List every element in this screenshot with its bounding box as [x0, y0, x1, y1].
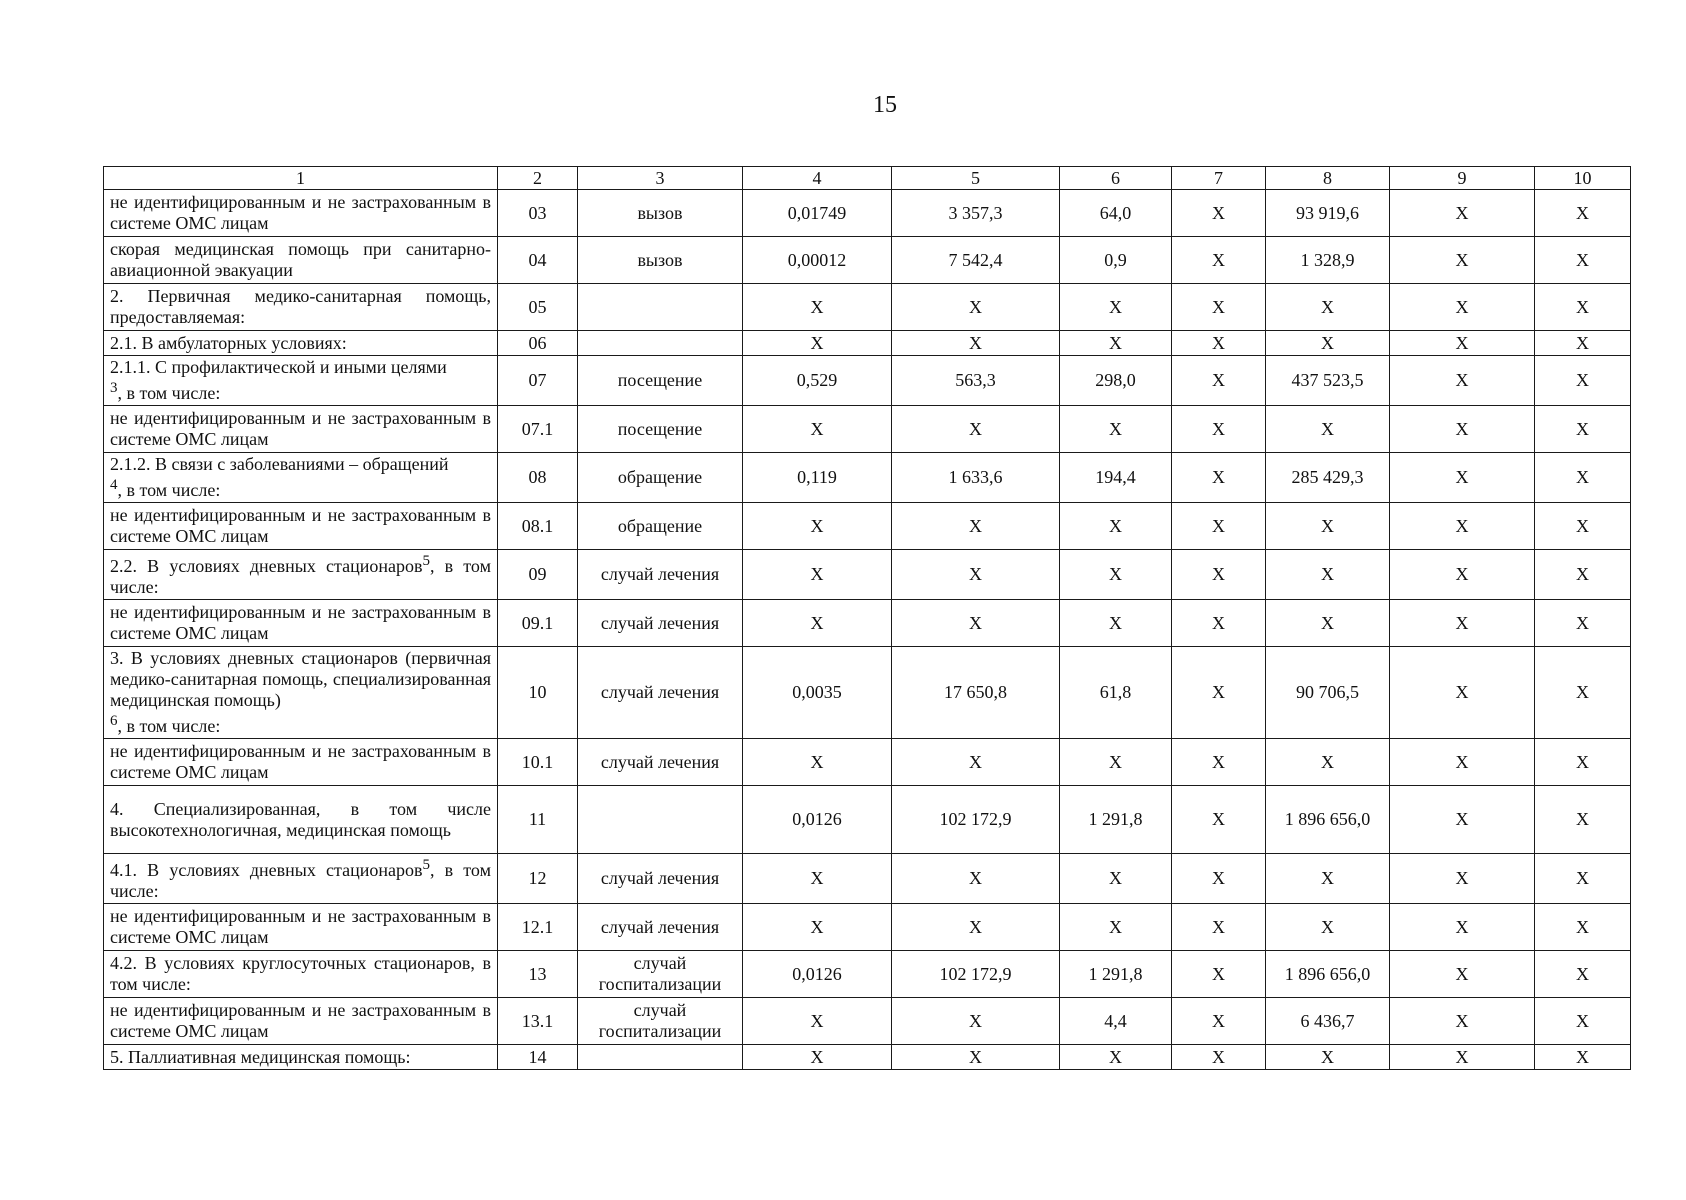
cell-col7: X [1172, 998, 1266, 1045]
cell-col7: X [1172, 503, 1266, 550]
table-row [104, 406, 1631, 453]
cell-col5: X [892, 998, 1060, 1045]
cell-col6: X [1060, 550, 1172, 600]
table-row [104, 190, 1631, 237]
row-unit: посещение [578, 406, 743, 453]
cell-col9: X [1390, 951, 1535, 998]
cell-col10: X [1535, 854, 1631, 904]
column-header: 5 [892, 167, 1060, 190]
cell-col9: X [1390, 739, 1535, 786]
cell-col7: X [1172, 284, 1266, 331]
cell-col6: 4,4 [1060, 998, 1172, 1045]
cell-col4: X [743, 331, 892, 356]
cell-col6: 298,0 [1060, 356, 1172, 406]
row-code: 09 [498, 550, 578, 600]
cell-col7: X [1172, 453, 1266, 503]
cell-col4: 0,0126 [743, 951, 892, 998]
row-name: не идентифицированным и не застрахованным в системе ОМС лицам [104, 503, 498, 550]
cell-col9: X [1390, 453, 1535, 503]
column-header: 3 [578, 167, 743, 190]
cell-col5: 1 633,6 [892, 453, 1060, 503]
cell-col4: 0,119 [743, 453, 892, 503]
cell-col7: X [1172, 739, 1266, 786]
row-name: не идентифицированным и не застрахованным в системе ОМС лицам [104, 406, 498, 453]
cell-col10: X [1535, 998, 1631, 1045]
row-name [104, 550, 498, 600]
row-code: 10.1 [498, 739, 578, 786]
table-row [104, 284, 1631, 331]
cell-col7: X [1172, 356, 1266, 406]
row-name [104, 453, 498, 503]
cell-col7: X [1172, 1045, 1266, 1070]
cell-col8: X [1266, 854, 1390, 904]
cell-col9: X [1390, 406, 1535, 453]
cell-col7: X [1172, 331, 1266, 356]
row-name: 2.1. В амбулаторных условиях: [104, 331, 498, 356]
cell-col5: 3 357,3 [892, 190, 1060, 237]
cell-col5: X [892, 406, 1060, 453]
cell-col8: X [1266, 600, 1390, 647]
row-name: 4.2. В условиях круглосуточных стационаров, в том числе: [104, 951, 498, 998]
cell-col7: X [1172, 550, 1266, 600]
cell-col5: X [892, 503, 1060, 550]
cell-col10: X [1535, 904, 1631, 951]
cell-col5: X [892, 284, 1060, 331]
cell-col8: 1 896 656,0 [1266, 786, 1390, 854]
table-row [104, 600, 1631, 647]
cell-col7: X [1172, 647, 1266, 739]
cell-col9: X [1390, 786, 1535, 854]
table-row [104, 739, 1631, 786]
column-header: 8 [1266, 167, 1390, 190]
cell-col5: 7 542,4 [892, 237, 1060, 284]
cell-col9: X [1390, 550, 1535, 600]
cell-col8: 285 429,3 [1266, 453, 1390, 503]
cell-col5: 17 650,8 [892, 647, 1060, 739]
footnote-ref: 6 [110, 713, 118, 729]
row-name-suffix: , в том числе: [117, 480, 221, 500]
row-code: 07 [498, 356, 578, 406]
cell-col4: X [743, 854, 892, 904]
row-name [104, 854, 498, 904]
cell-col5: 563,3 [892, 356, 1060, 406]
footnote-ref: 5 [422, 553, 430, 569]
cell-col4: X [743, 284, 892, 331]
cell-col8: 1 896 656,0 [1266, 951, 1390, 998]
row-name-suffix: , в том числе: [110, 860, 491, 901]
cell-col8: 1 328,9 [1266, 237, 1390, 284]
cell-col10: X [1535, 1045, 1631, 1070]
column-header: 7 [1172, 167, 1266, 190]
cell-col4: X [743, 406, 892, 453]
row-unit [578, 284, 743, 331]
cell-col5: X [892, 854, 1060, 904]
row-name-suffix: , в том числе: [117, 383, 221, 403]
row-unit: случай лечения [578, 647, 743, 739]
table-row [104, 503, 1631, 550]
row-name: 5. Паллиативная медицинская помощь: [104, 1045, 498, 1070]
cell-col10: X [1535, 600, 1631, 647]
cell-col4: X [743, 600, 892, 647]
row-code: 08.1 [498, 503, 578, 550]
cell-col7: X [1172, 951, 1266, 998]
cell-col8: X [1266, 1045, 1390, 1070]
table-row [104, 854, 1631, 904]
row-unit: случай лечения [578, 550, 743, 600]
column-header: 6 [1060, 167, 1172, 190]
cell-col10: X [1535, 406, 1631, 453]
table-row [104, 1045, 1631, 1070]
row-code: 08 [498, 453, 578, 503]
cell-col10: X [1535, 550, 1631, 600]
cell-col10: X [1535, 951, 1631, 998]
cell-col8: X [1266, 550, 1390, 600]
cell-col6: 194,4 [1060, 453, 1172, 503]
row-name [104, 356, 498, 406]
row-name: не идентифицированным и не застрахованным в системе ОМС лицам [104, 600, 498, 647]
cell-col5: 102 172,9 [892, 951, 1060, 998]
cell-col9: X [1390, 998, 1535, 1045]
row-name: не идентифицированным и не застрахованным в системе ОМС лицам [104, 904, 498, 951]
cell-col5: X [892, 904, 1060, 951]
cell-col4: X [743, 1045, 892, 1070]
table-row [104, 647, 1631, 739]
cell-col10: X [1535, 647, 1631, 739]
cell-col7: X [1172, 600, 1266, 647]
row-code: 13 [498, 951, 578, 998]
row-code: 11 [498, 786, 578, 854]
row-code: 12 [498, 854, 578, 904]
cell-col9: X [1390, 904, 1535, 951]
row-code: 12.1 [498, 904, 578, 951]
row-code: 09.1 [498, 600, 578, 647]
column-header: 4 [743, 167, 892, 190]
row-name [104, 647, 498, 739]
cell-col9: X [1390, 854, 1535, 904]
row-name: не идентифицированным и не застрахованным в системе ОМС лицам [104, 739, 498, 786]
cell-col9: X [1390, 190, 1535, 237]
cell-col4: 0,529 [743, 356, 892, 406]
cell-col9: X [1390, 356, 1535, 406]
cell-col4: 0,0035 [743, 647, 892, 739]
cell-col6: 1 291,8 [1060, 951, 1172, 998]
cell-col8: 93 919,6 [1266, 190, 1390, 237]
cell-col9: X [1390, 284, 1535, 331]
cell-col8: X [1266, 904, 1390, 951]
column-header: 1 [104, 167, 498, 190]
column-header: 10 [1535, 167, 1631, 190]
table-row [104, 453, 1631, 503]
cell-col5: X [892, 739, 1060, 786]
cell-col6: 61,8 [1060, 647, 1172, 739]
cell-col6: 0,9 [1060, 237, 1172, 284]
row-code: 13.1 [498, 998, 578, 1045]
cell-col4: X [743, 550, 892, 600]
cell-col4: X [743, 739, 892, 786]
table-row [104, 237, 1631, 284]
table-row [104, 331, 1631, 356]
row-name-text: 2.1.1. С профилактической и иными целями [110, 357, 447, 377]
cell-col6: X [1060, 739, 1172, 786]
cell-col8: 437 523,5 [1266, 356, 1390, 406]
row-code: 07.1 [498, 406, 578, 453]
row-name-text: 2.2. В условиях дневных стационаров [110, 556, 423, 576]
cell-col5: X [892, 331, 1060, 356]
cell-col8: 6 436,7 [1266, 998, 1390, 1045]
table-row [104, 356, 1631, 406]
table-header-row [104, 167, 1631, 190]
data-table [103, 166, 1631, 1070]
row-unit [578, 331, 743, 356]
cell-col8: X [1266, 406, 1390, 453]
cell-col6: X [1060, 600, 1172, 647]
page-number: 15 [873, 92, 897, 118]
row-unit: случай лечения [578, 600, 743, 647]
table-row [104, 904, 1631, 951]
footnote-ref: 3 [110, 380, 118, 396]
cell-col6: 64,0 [1060, 190, 1172, 237]
row-unit: случай лечения [578, 904, 743, 951]
row-code: 03 [498, 190, 578, 237]
cell-col8: X [1266, 284, 1390, 331]
cell-col6: 1 291,8 [1060, 786, 1172, 854]
footnote-ref: 4 [110, 477, 118, 493]
cell-col4: 0,0126 [743, 786, 892, 854]
cell-col8: X [1266, 331, 1390, 356]
cell-col5: X [892, 550, 1060, 600]
table-row [104, 951, 1631, 998]
table-row [104, 550, 1631, 600]
cell-col5: X [892, 600, 1060, 647]
column-header: 2 [498, 167, 578, 190]
cell-col4: X [743, 503, 892, 550]
row-unit: случай госпитализации [578, 951, 743, 998]
cell-col10: X [1535, 739, 1631, 786]
row-unit [578, 786, 743, 854]
cell-col4: 0,00012 [743, 237, 892, 284]
cell-col10: X [1535, 284, 1631, 331]
cell-col4: X [743, 998, 892, 1045]
cell-col9: X [1390, 331, 1535, 356]
row-unit: вызов [578, 190, 743, 237]
cell-col10: X [1535, 503, 1631, 550]
row-unit: посещение [578, 356, 743, 406]
cell-col10: X [1535, 786, 1631, 854]
cell-col6: X [1060, 284, 1172, 331]
cell-col10: X [1535, 237, 1631, 284]
footnote-ref: 5 [422, 857, 430, 873]
cell-col7: X [1172, 406, 1266, 453]
row-name-text: 2.1.2. В связи с заболеваниями – обращений [110, 454, 449, 474]
cell-col9: X [1390, 237, 1535, 284]
cell-col8: X [1266, 503, 1390, 550]
cell-col7: X [1172, 854, 1266, 904]
cell-col10: X [1535, 331, 1631, 356]
row-name: 4. Специализированная, в том числе высокотехнологичная, медицинская помощь [104, 786, 498, 854]
cell-col10: X [1535, 356, 1631, 406]
row-unit: обращение [578, 503, 743, 550]
cell-col5: X [892, 1045, 1060, 1070]
row-unit: случай лечения [578, 739, 743, 786]
cell-col9: X [1390, 647, 1535, 739]
cell-col6: X [1060, 503, 1172, 550]
row-code: 10 [498, 647, 578, 739]
row-name: не идентифицированным и не застрахованным в системе ОМС лицам [104, 190, 498, 237]
cell-col7: X [1172, 237, 1266, 284]
row-unit [578, 1045, 743, 1070]
cell-col10: X [1535, 453, 1631, 503]
cell-col9: X [1390, 1045, 1535, 1070]
cell-col8: X [1266, 739, 1390, 786]
cell-col6: X [1060, 904, 1172, 951]
row-unit: случай лечения [578, 854, 743, 904]
cell-col7: X [1172, 904, 1266, 951]
row-code: 04 [498, 237, 578, 284]
row-unit: случай госпитализации [578, 998, 743, 1045]
row-name: скорая медицинская помощь при санитарно-авиационной эвакуации [104, 237, 498, 284]
cell-col6: X [1060, 1045, 1172, 1070]
cell-col6: X [1060, 331, 1172, 356]
row-code: 14 [498, 1045, 578, 1070]
row-code: 06 [498, 331, 578, 356]
cell-col4: X [743, 904, 892, 951]
row-name: не идентифицированным и не застрахованным в системе ОМС лицам [104, 998, 498, 1045]
row-name: 2. Первичная медико-санитарная помощь, предоставляемая: [104, 284, 498, 331]
table-row [104, 786, 1631, 854]
table-row [104, 998, 1631, 1045]
row-unit: обращение [578, 453, 743, 503]
cell-col6: X [1060, 406, 1172, 453]
cell-col8: 90 706,5 [1266, 647, 1390, 739]
row-name-text: 3. В условиях дневных стационаров (первичная медико-санитарная помощь, специализированная медицинская помощь) [110, 648, 491, 710]
cell-col6: X [1060, 854, 1172, 904]
row-unit: вызов [578, 237, 743, 284]
cell-col10: X [1535, 190, 1631, 237]
cell-col7: X [1172, 190, 1266, 237]
cell-col9: X [1390, 503, 1535, 550]
cell-col5: 102 172,9 [892, 786, 1060, 854]
cell-col4: 0,01749 [743, 190, 892, 237]
row-code: 05 [498, 284, 578, 331]
column-header: 9 [1390, 167, 1535, 190]
row-name-suffix: , в том числе: [110, 556, 491, 597]
cell-col7: X [1172, 786, 1266, 854]
row-name-text: 4.1. В условиях дневных стационаров [110, 860, 423, 880]
row-name-suffix: , в том числе: [117, 716, 221, 736]
cell-col9: X [1390, 600, 1535, 647]
